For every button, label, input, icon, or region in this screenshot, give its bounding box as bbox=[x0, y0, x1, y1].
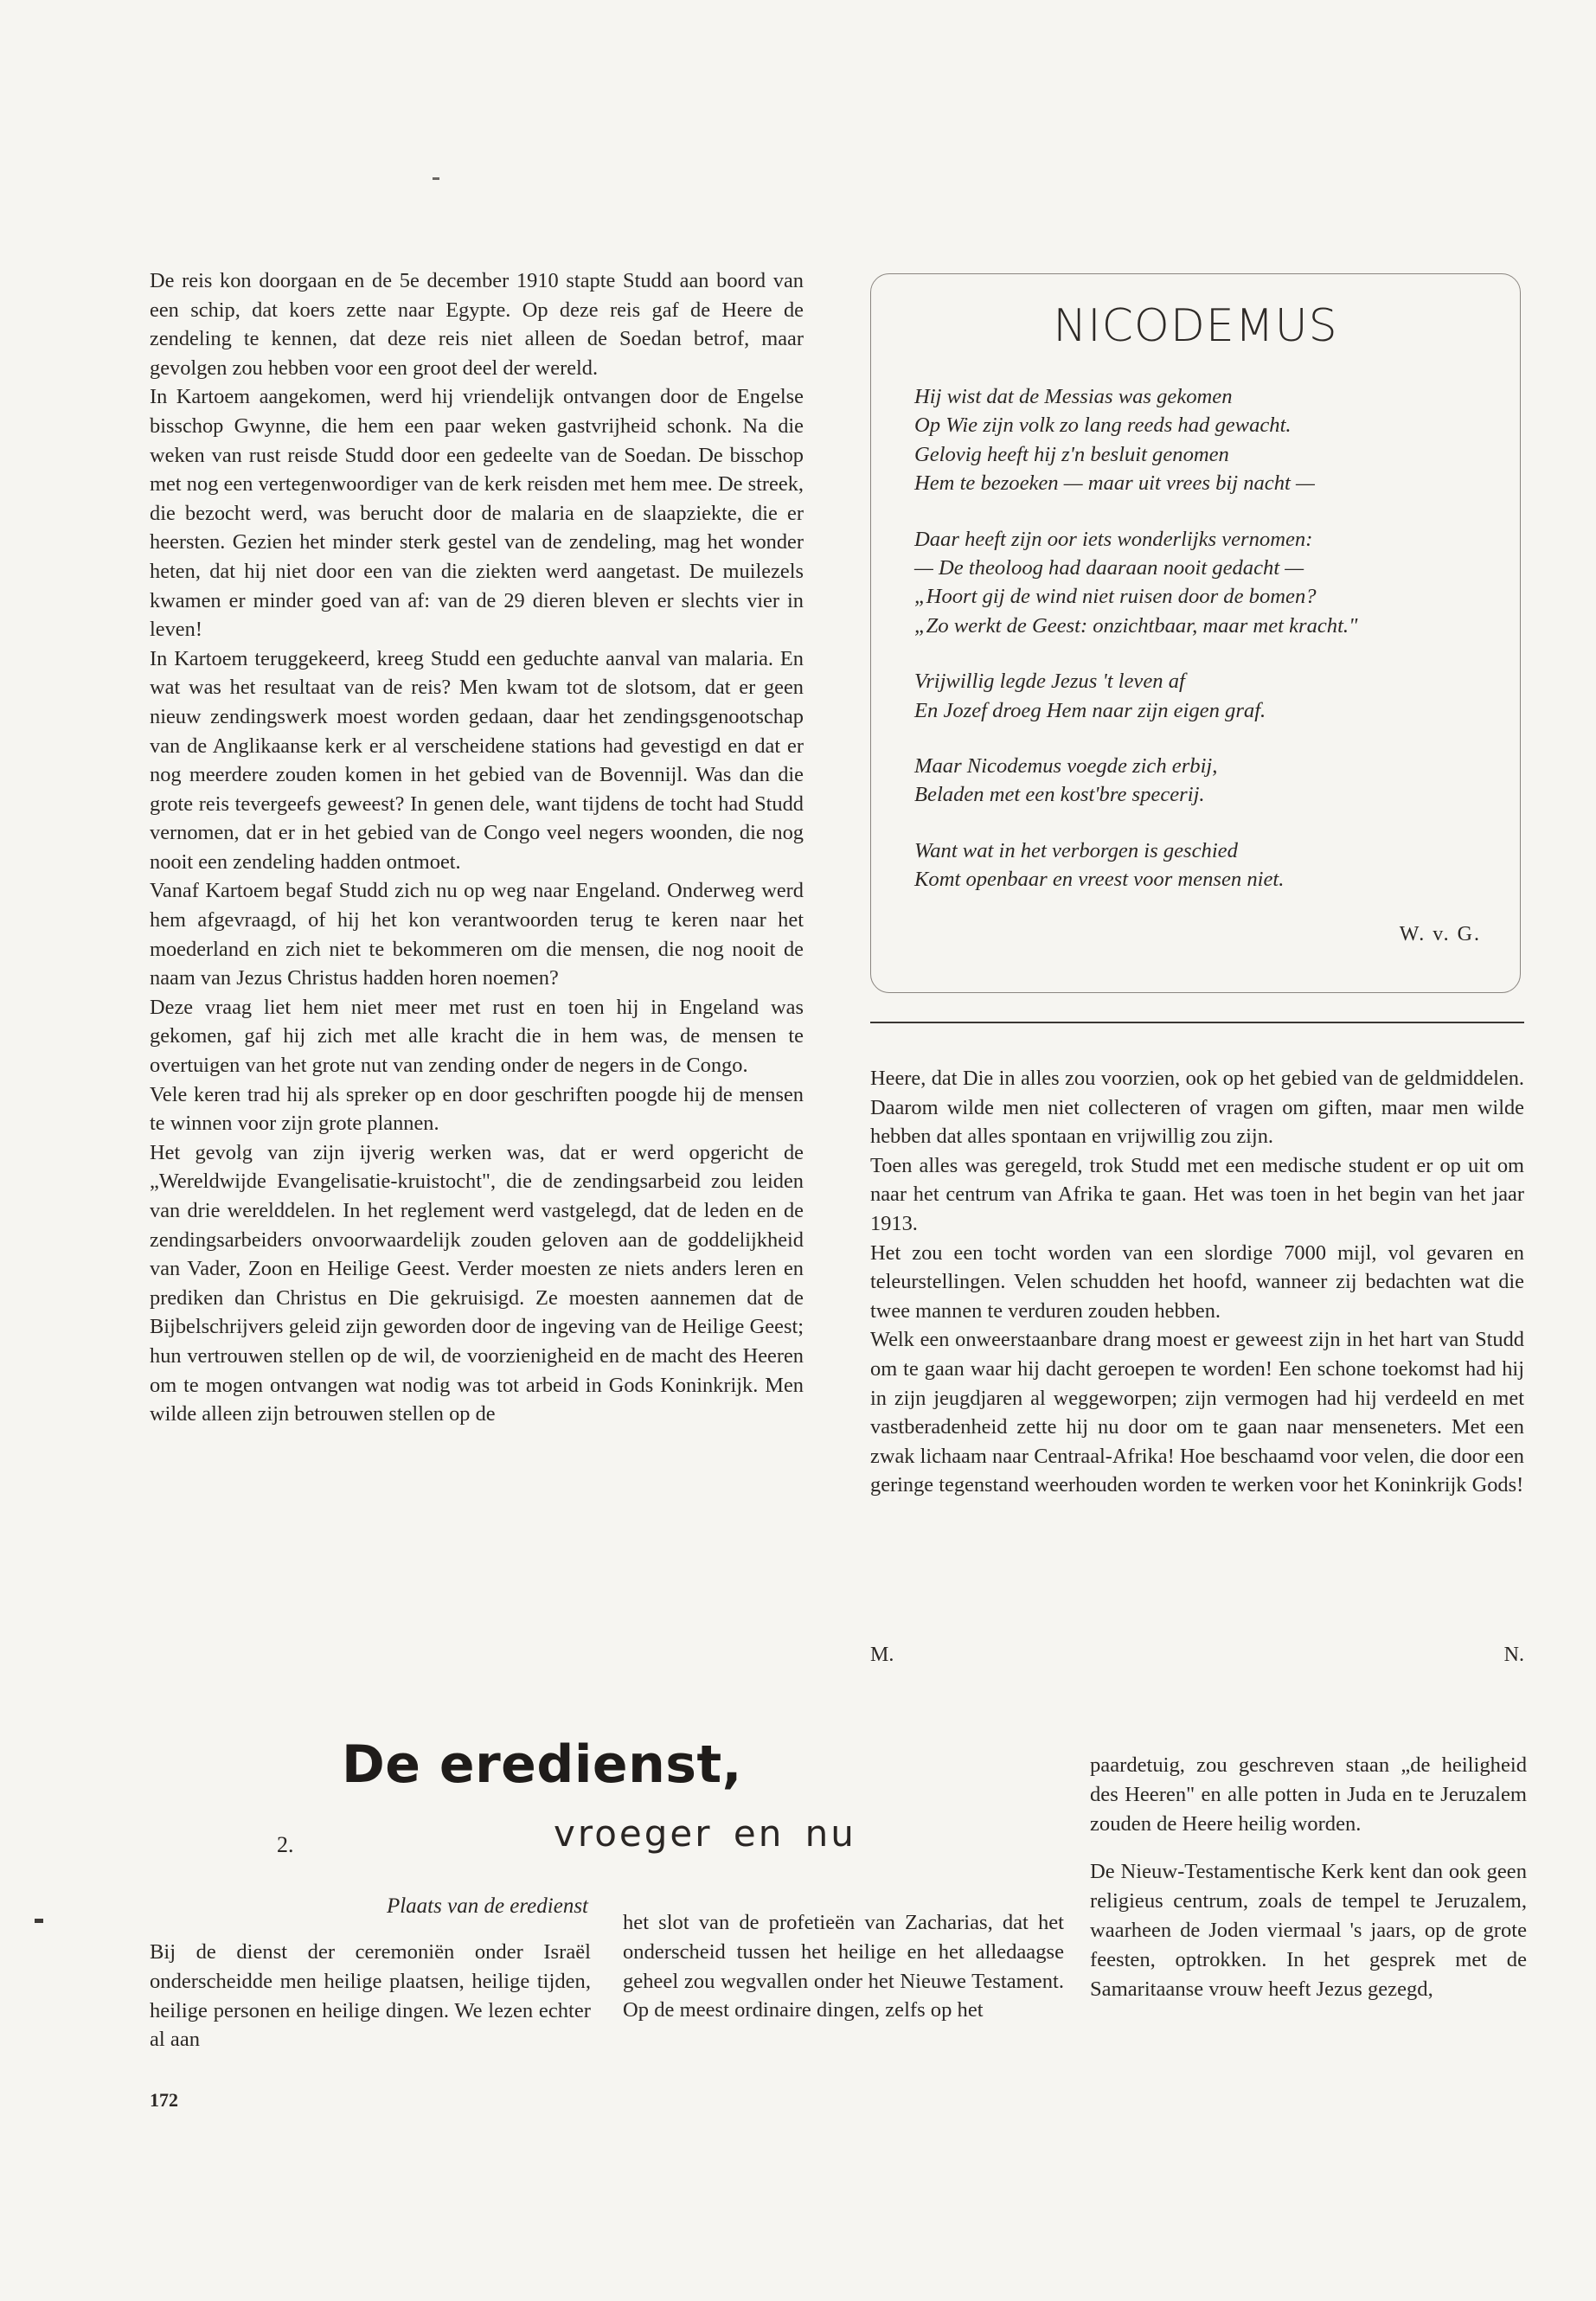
poem-stanza bbox=[914, 752, 1485, 810]
print-speck bbox=[433, 177, 439, 180]
poem-line: En Jozef droeg Hem naar zijn eigen graf. bbox=[914, 698, 1266, 722]
poem-line: Komt openbaar en vreest voor mensen niet. bbox=[914, 868, 1285, 892]
paragraph: Het gevolg van zijn ijverig werken was, dat er werd opgericht de „Wereldwijde Evangelisatie-kruistocht", die de zendingsarbeid zou leiden van drie werelddelen. In het reglement werd vastgelegd, dat de leden en de zendingsarbeiders onvoorwaardelijk zouden geloven aan de goddelijkheid van Vader, Zoon en Heilige Geest. Verder moesten ze niets anders leren en prediken dan Christus en Die gekruisigd. Ze moesten aannemen dat de Bijbelschrijvers geleid zijn geworden door de ingeving van de Heilige Geest; hun vertrouwen stellen op de wil, de voorzienigheid en de macht des Heeren om te mogen ontvangen wat nodig was tot arbeid in Gods Koninkrijk. Men wilde alleen zijn betrouwen stellen op de bbox=[150, 1140, 804, 1426]
poem-line: Daar heeft zijn oor iets wonderlijks vernomen: bbox=[914, 527, 1313, 551]
poem-stanza bbox=[914, 836, 1485, 894]
print-speck bbox=[35, 1919, 43, 1923]
poem-line: Hij wist dat de Messias was gekomen bbox=[914, 385, 1233, 408]
poem-signature: W. v. G. bbox=[1399, 923, 1481, 945]
poem-body bbox=[914, 382, 1485, 921]
paragraph: het slot van de profetieën van Zacharias, dat het onderscheid tussen het heilige en het alledaagse geheel zou wegvallen onder het Nieuwe Testament. Op de meest ordinaire dingen, zelfs op het bbox=[623, 1911, 1064, 2022]
page-number: 172 bbox=[150, 2089, 178, 2111]
divider-rule bbox=[870, 1022, 1524, 1023]
article-column-1 bbox=[150, 1938, 591, 2054]
poem-line: Gelovig heeft hij z'n besluit genomen bbox=[914, 442, 1229, 466]
signature-initial-left: M. bbox=[870, 1644, 894, 1666]
signature-initial-right: N. bbox=[1503, 1644, 1524, 1666]
paragraph: De Nieuw-Testamentische Kerk kent dan ook geen religieus centrum, zoals de tempel te Jeruzalem, waarheen de Joden viermaal 's jaars, op de grote feesten, optrokken. In het gesprek met de Samaritaanse vrouw heeft Jezus gezegd, bbox=[1090, 1860, 1527, 2001]
poem-stanza bbox=[914, 525, 1485, 641]
paragraph: De reis kon doorgaan en de 5e december 1910 stapte Studd aan boord van een schip, dat koers zette naar Egypte. Op deze reis gaf de Heere de zendeling te kennen, dat deze reis niet alleen de Soedan betrof, maar gevolgen zou hebben voor een groot deel der wereld. bbox=[150, 269, 804, 380]
poem-line: Hem te bezoeken — maar uit vrees bij nacht — bbox=[914, 471, 1315, 496]
paragraph: Heere, dat Die in alles zou voorzien, ook op het gebied van de geldmiddelen. Daarom wilde men niet collecteren of vragen om giften, maar men wilde hebben dat alles spontaan en vrijwillig zou zijn. bbox=[870, 1067, 1524, 1149]
poem-line: „Zo werkt de Geest: onzichtbaar, maar met kracht." bbox=[914, 613, 1358, 638]
poem-stanza bbox=[914, 667, 1485, 725]
paragraph: Deze vraag liet hem niet meer met rust en toen hij in Engeland was gekomen, gaf hij zich met alle kracht die in hem was, de mensen te overtuigen van het grote nut van zending onder de negers in de Congo. bbox=[150, 995, 804, 1078]
poem-line: „Hoort gij de wind niet ruisen door de bomen? bbox=[914, 585, 1317, 609]
poem-line: Beladen met een kost'bre specerij. bbox=[914, 783, 1205, 807]
paragraph: In Kartoem aangekomen, werd hij vriendelijk ontvangen door de Engelse bisschop Gwynne, die hem een paar weken gastvrijheid schonk. Na die weken van rust reisde Studd door een gedeelte van de Soedan. De bisschop met nog een vertegenwoordiger van de kerk reisden met hem mee. De streek, die bezocht werd, was berucht door de malaria en de slaapziekte, die er heersten. Gezien het minder sterk gestel van de zendeling, mag het wonder heten, dat hij niet door een van die ziekten werd aangetast. De muilezels kwamen er minder goed van af: van de 29 dieren bleven er slechts vier in leven! bbox=[150, 385, 804, 642]
poem-line: Maar Nicodemus voegde zich erbij, bbox=[914, 754, 1218, 779]
poem-stanza bbox=[914, 382, 1485, 498]
article-column-3 bbox=[1090, 1751, 1527, 2003]
paragraph: Het zou een tocht worden van een slordige 7000 mijl, vol gevaren en teleurstellingen. Velen schudden het hoofd, wanneer zij bedachten wat die twee mannen te verduren zouden hebben. bbox=[870, 1240, 1524, 1323]
poem-line: — De theoloog had daaraan nooit gedacht — bbox=[914, 556, 1304, 580]
paragraph: Toen alles was geregeld, trok Studd met een medische student er op uit om naar het centrum van Afrika te gaan. Het was toen in het begin van het jaar 1913. bbox=[870, 1153, 1524, 1235]
paragraph: Vanaf Kartoem begaf Studd zich nu op weg naar Engeland. Onderweg werd hem afgevraagd, of hij het kon verantwoorden terug te keren naar het moederland en zich niet te bekommeren om die mensen, die nog nooit de naam van Jezus Christus hadden horen noemen? bbox=[150, 879, 804, 990]
paragraph: In Kartoem teruggekeerd, kreeg Studd een geduchte aanval van malaria. En wat was het resultaat van de reis? Men kwam tot de slotsom, dat er geen nieuw zendingswerk moest worden gedaan, daar het zendingsgenootschap van de Anglikaanse kerk er al verscheidene stations had gevestigd en dat er nog meerdere zouden komen in het gebied van de Bovennijl. Was dan die grote reis tevergeefs geweest? In genen dele, want tijdens de tocht had Studd vernomen, dat er in het gebied van de Congo veel negers woonden, die nog nooit een zendeling hadden ontmoet. bbox=[150, 646, 804, 874]
article-number: 2. bbox=[277, 1832, 294, 1857]
left-column bbox=[150, 266, 804, 1429]
poem-title: NICODEMUS bbox=[1053, 300, 1338, 352]
right-column bbox=[870, 1064, 1524, 1500]
paragraph: paardetuig, zou geschreven staan „de heiligheid des Heeren" en alle potten in Juda en te Jeruzalem zouden de Heere heilig worden. bbox=[1090, 1753, 1527, 1836]
article-column-2 bbox=[623, 1908, 1064, 2025]
article-subtitle: vroeger en nu bbox=[554, 1812, 856, 1855]
poem-line: Vrijwillig legde Jezus 't leven af bbox=[914, 670, 1185, 694]
poem-line: Want wat in het verborgen is geschied bbox=[914, 838, 1238, 862]
section-heading: Plaats van de eredienst bbox=[386, 1894, 588, 1918]
paragraph: Vele keren trad hij als spreker op en door geschriften poogde hij de mensen te winnen voor zijn grote plannen. bbox=[150, 1082, 804, 1136]
article-title: De eredienst, bbox=[342, 1734, 742, 1795]
paragraph: Bij de dienst der ceremoniën onder Israël onderscheidde men heilige plaatsen, heilige tijden, heilige personen en heilige dingen. We lezen echter al aan bbox=[150, 1940, 591, 2052]
poem-line: Op Wie zijn volk zo lang reeds had gewacht. bbox=[914, 413, 1292, 438]
poem-box bbox=[870, 273, 1521, 993]
paragraph: Welk een onweerstaanbare drang moest er geweest zijn in het hart van Studd om te gaan waar hij dacht geroepen te worden! Een schone toekomst had hij in zijn jeugdjaren al weggeworpen; zijn vermogen had hij verdeeld en met vastberadenheid zette hij nu door om te gaan naar menseneters. Met een zwak lichaam naar Centraal-Afrika! Hoe beschaamd voor velen, die door een geringe tegenstand weerhouden worden te werken voor het Koninkrijk Gods! bbox=[870, 1328, 1524, 1497]
